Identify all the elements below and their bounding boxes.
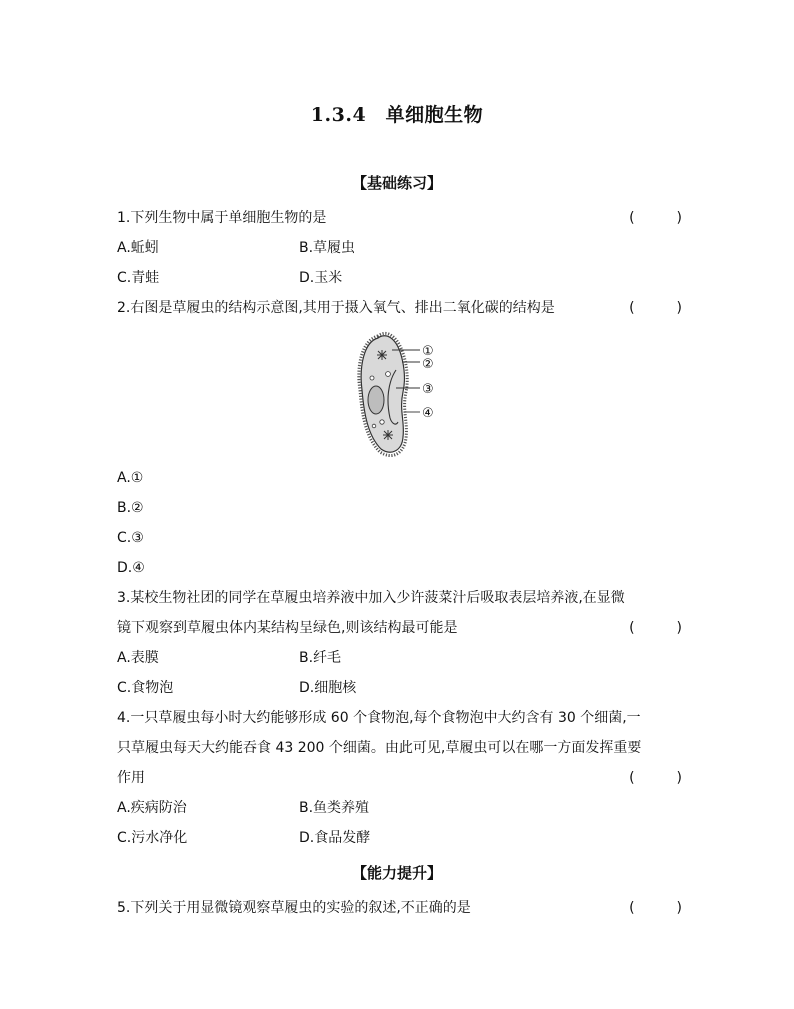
question-4-line-2: 只草履虫每天大约能吞食 43 200 个细菌。由此可见,草履虫可以在哪一方面发挥重要 <box>117 740 642 756</box>
section-heading-advanced: 【能力提升】 <box>351 864 442 882</box>
food-vacuole <box>386 372 391 377</box>
diagram-label-1: ① <box>422 344 434 359</box>
diagram-label-4: ④ <box>422 406 434 421</box>
question-1-stem: 1.下列生物中属于单细胞生物的是 <box>117 210 327 226</box>
question-2-stem: 2.右图是草履虫的结构示意图,其用于摄入氧气、排出二氧化碳的结构是 <box>117 300 555 316</box>
q2-option-c: C.③ <box>117 530 144 546</box>
answer-paren: ( ) <box>629 620 682 636</box>
question-4-stem: 作用 <box>117 770 145 786</box>
question-1 <box>117 208 682 228</box>
question-4-line-1: 4.一只草履虫每小时大约能够形成 60 个食物泡,每个食物泡中大约含有 30 个细菌,一 <box>117 710 641 726</box>
q2-option-a: A.① <box>117 470 144 486</box>
diagram-label-2: ② <box>422 357 434 372</box>
answer-paren: ( ) <box>629 210 682 226</box>
q1-option-c: C.青蛙 <box>117 270 160 286</box>
q4-option-c: C.污水净化 <box>117 830 188 846</box>
q4-option-d: D.食品发酵 <box>299 830 371 846</box>
food-vacuole <box>370 376 374 380</box>
diagram-label-3: ③ <box>422 382 434 397</box>
contractile-vacuole-top <box>377 350 387 360</box>
q3-option-b: B.纤毛 <box>299 650 342 666</box>
q1-option-a: A.蚯蚓 <box>117 240 159 256</box>
q3-option-d: D.细胞核 <box>299 680 357 696</box>
question-2 <box>117 298 682 318</box>
q3-option-a: A.表膜 <box>117 650 159 666</box>
q2-option-d: D.④ <box>117 560 145 576</box>
q2-option-b: B.② <box>117 500 144 516</box>
question-3-line-2 <box>117 618 682 638</box>
answer-paren: ( ) <box>629 770 682 786</box>
food-vacuole <box>372 424 376 428</box>
answer-paren: ( ) <box>629 300 682 316</box>
q4-option-a: A.疾病防治 <box>117 800 187 816</box>
question-5 <box>117 898 682 918</box>
paramecium-diagram <box>352 326 448 462</box>
q3-option-c: C.食物泡 <box>117 680 174 696</box>
question-5-stem: 5.下列关于用显微镜观察草履虫的实验的叙述,不正确的是 <box>117 900 471 916</box>
page-title: 1.3.4 单细胞生物 <box>310 104 484 126</box>
question-3-line-1: 3.某校生物社团的同学在草履虫培养液中加入少许菠菜汁后吸取表层培养液,在显微 <box>117 590 625 606</box>
food-vacuole <box>380 420 384 424</box>
question-3-stem: 镜下观察到草履虫体内某结构呈绿色,则该结构最可能是 <box>117 620 458 636</box>
section-heading-basic: 【基础练习】 <box>351 174 442 192</box>
q1-option-b: B.草履虫 <box>299 240 356 256</box>
question-4-line-3 <box>117 768 682 788</box>
contractile-vacuole-bottom <box>383 430 393 440</box>
nucleus-shape <box>368 386 384 414</box>
q4-option-b: B.鱼类养殖 <box>299 800 370 816</box>
answer-paren: ( ) <box>629 900 682 916</box>
q1-option-d: D.玉米 <box>299 270 343 286</box>
